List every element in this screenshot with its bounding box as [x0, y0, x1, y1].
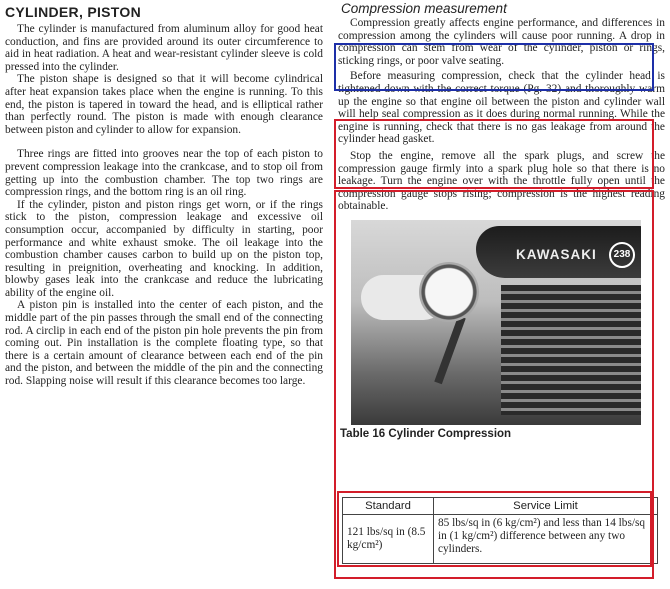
- red-highlight-box-table: [337, 491, 652, 567]
- section-title: CYLINDER, PISTON: [5, 4, 142, 20]
- table-caption: Table 16 Cylinder Compression: [340, 427, 512, 440]
- paragraph-rings: Three rings are fitted into grooves near the top of each piston to prevent compression leakage into the crankcase, and to stop oil from getting up into the combustion chamber. The top two rings are compression rings, and the bottom ring is an oil ring.: [5, 148, 323, 199]
- red-highlight-box-text: [334, 119, 654, 189]
- paragraph-piston-shape: The piston shape is designed so that it will become cylindrical after heat expansion takes place when the engine is running. To this end, the piston is tapered in toward the head, and is elliptical rather than perfectly round. The piston is made with enough clearance between piston and cylinder to allow for expansion.: [5, 73, 323, 136]
- paragraph-measure-prep: Before measuring compression, check that the cylinder head is tightened down with the correct torque (Pg. 32) and thoroughly warm up the engine so that engine oil between the piston and cylinder wall will help seal compression as it does during normal running. While the engine is running, check that there is no gas leakage from around the cylinder head gasket.: [338, 70, 665, 146]
- paragraph-wear: If the cylinder, piston and piston rings get worn, or if the rings stick to the piston, compression leakage and excessive oil consumption occur, accompanied by difficulty in starting, poor performance and white exhaust smoke. The oil leakage into the combustion chamber causes carbon to build up on the piston top, resulting in preignition, overheating and knocking. In addition, blowby gases leak into the crankcase and reduce the lubricating ability of the engine oil.: [5, 198, 323, 299]
- header-standard: Standard: [343, 498, 434, 515]
- tank-brand-label: KAWASAKI: [516, 246, 597, 262]
- highlight-red-text: and thoroughly warm up the engine so that engine oil between the piston and cylinder wall will help seal compression as it does during normal running. While the engine is running, check that there is no gas leakage from around the cylinder head gasket.: [338, 82, 665, 146]
- paragraph-procedure: Stop the engine, remove all the spark plugs, and screw the compression gauge firmly into a spark plug hole so that there is no leakage. Turn the engine over with the throttle fully open until the compression gauge stops rising; compression is the highest reading obtainable.: [338, 149, 665, 213]
- left-column: [5, 0, 323, 388]
- figure-number: 238: [609, 242, 635, 268]
- subsection-heading: Compression measurement: [341, 1, 507, 16]
- cell-standard: 121 lbs/sq in (8.5 kg/cm²): [343, 515, 434, 564]
- paragraph-cylinder: The cylinder is manufactured from aluminum alloy for good heat conduction, and fins are provided around its outer circumference to aid in heat radiation. A heat and wear-resistant cylinder sleeve is cold pressed into the cylinder.: [5, 23, 323, 73]
- blue-highlight-box: [334, 43, 654, 91]
- header-service-limit: Service Limit: [434, 498, 658, 515]
- highlight-blue-text: cause poor running. A drop in compression can stem from wear of the cylinder, piston or rings, sticking rings, or poor valve seating.: [338, 29, 665, 67]
- paragraph-piston-pin: A piston pin is installed into the center of each piston, and the middle part of the pin passes through the small end of the connecting rod. A circlip in each end of the piston pin hole prevents the pin from coming out. Pin installation is the complete floating type, so that there is a certain amount of clearance between each end of the pin and the piston, and between the middle of the pin and the connecting rod. Slapping noise will result if this clearance becomes too large.: [5, 299, 323, 388]
- cell-service-limit: 85 lbs/sq in (6 kg/cm²) and less than 14 lbs/sq in (1 kg/cm²) difference between any two cylinders.: [434, 515, 658, 564]
- paragraph-compression-intro: Compression greatly affects engine performance, and differences in compression among the cylinders will cause poor running. A drop in compression can stem from wear of the cylinder, piston or rings, sticking rings, or poor valve seating.: [338, 17, 665, 67]
